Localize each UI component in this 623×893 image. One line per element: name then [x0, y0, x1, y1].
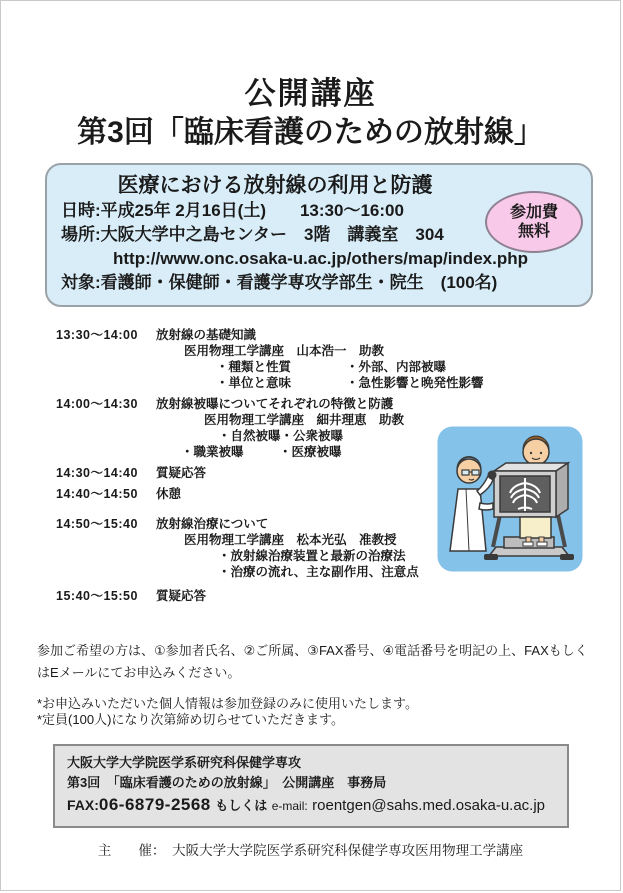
- schedule-bullet: ・職業被曝: [181, 445, 244, 459]
- schedule-lecturer: 医用物理工学講座 細井理恵 助教: [204, 413, 405, 427]
- page-title: [1, 1, 620, 153]
- schedule-bullet: ・医療被曝: [279, 445, 342, 459]
- schedule-time: 14:30〜14:40: [56, 466, 138, 480]
- contact-office: 第3回 「臨床看護のための放射線」 公開講座 事務局: [67, 775, 387, 790]
- contact-box: [53, 744, 569, 828]
- schedule-time: 15:40〜15:50: [56, 589, 138, 603]
- schedule-time: 14:50〜15:40: [56, 517, 138, 531]
- email-label: e-mail:: [271, 799, 308, 813]
- schedule-title: 質疑応答: [156, 466, 207, 480]
- fee-badge-line-1: 参加費: [509, 204, 558, 221]
- title-line-1: 公開講座: [244, 76, 377, 111]
- schedule-item-6: [56, 588, 596, 604]
- schedule-title: 休憩: [156, 487, 182, 501]
- schedule-bullets-row: [156, 375, 596, 391]
- fax-number: 06-6879-2568: [98, 795, 211, 814]
- schedule-bullet: ・急性影響と晩発性影響: [346, 376, 484, 390]
- organizer-line: 主 催： 大阪大学大学院医学系研究科保健学専攻医用物理工学講座: [97, 843, 524, 858]
- fee-badge-line-2: 無料: [517, 223, 550, 240]
- contact-fax-email-line: [67, 793, 555, 818]
- schedule-title: 質疑応答: [156, 589, 207, 603]
- note-capacity: *定員(100人)になり次第締め切らせていただきます。: [37, 712, 344, 727]
- title-line-2: 第3回「臨床看護のための放射線」: [77, 116, 544, 149]
- schedule-bullet: ・種類と性質: [216, 360, 292, 374]
- schedule-bullet: ・単位と意味: [216, 376, 292, 390]
- schedule-time: 13:30〜14:00: [56, 328, 138, 342]
- schedule-time: 14:40〜14:50: [56, 487, 138, 501]
- or-text: もしくは: [215, 798, 268, 813]
- schedule-bullet: ・治療の流れ、主な副作用、注意点: [218, 565, 419, 579]
- event-audience: 対象:看護師・保健師・看護学専攻学部生・院生 (100名): [61, 273, 498, 292]
- application-notes: [37, 696, 620, 728]
- event-subtitle: 医療における放射線の利用と防護: [117, 174, 433, 197]
- application-instructions: 参加ご希望の方は、①参加者氏名、②ご所属、③FAX番号、④電話番号を明記の上、FAXもしくはEメールにてお申込みください。: [37, 643, 588, 680]
- contact-department: 大阪大学大学院医学系研究科保健学専攻: [67, 755, 302, 770]
- event-map-url: http://www.onc.osaka-u.ac.jp/others/map/index.php: [113, 249, 528, 268]
- event-datetime: 日時:平成25年 2月16日(土) 13:30〜16:00: [61, 201, 404, 220]
- schedule-body: [156, 327, 596, 391]
- xray-exam-cartoon-svg: [436, 425, 584, 573]
- email-address: roentgen@sahs.med.osaka-u.ac.jp: [312, 797, 546, 814]
- note-privacy: *お申込みいただいた個人情報は参加登録のみに使用いたします。: [37, 696, 419, 711]
- schedule-bullet: ・放射線治療装置と最新の治療法: [218, 549, 406, 563]
- schedule-bullet: ・自然被曝・公衆被曝: [218, 429, 344, 443]
- schedule-lecturer: 医用物理工学講座 山本浩一 助教: [184, 344, 385, 358]
- schedule-title: 放射線の基礎知識: [156, 328, 257, 342]
- free-fee-badge: [485, 191, 583, 253]
- event-place: 場所:大阪大学中之島センター 3階 講義室 304: [61, 225, 444, 244]
- schedule-title: 放射線治療について: [156, 517, 269, 531]
- schedule-lecturer: 医用物理工学講座 松本光弘 准教授: [184, 533, 397, 547]
- schedule-title: 放射線被曝についてそれぞれの特徴と防護: [156, 397, 394, 411]
- fax-label: FAX:: [67, 797, 99, 813]
- xray-exam-illustration: [436, 425, 584, 573]
- schedule-bullets-row: [156, 359, 596, 375]
- schedule-item-1: [56, 327, 596, 391]
- event-info-box: [45, 163, 593, 307]
- schedule-bullet: ・外部、内部被曝: [346, 360, 447, 374]
- schedule-time: 14:00〜14:30: [56, 397, 138, 411]
